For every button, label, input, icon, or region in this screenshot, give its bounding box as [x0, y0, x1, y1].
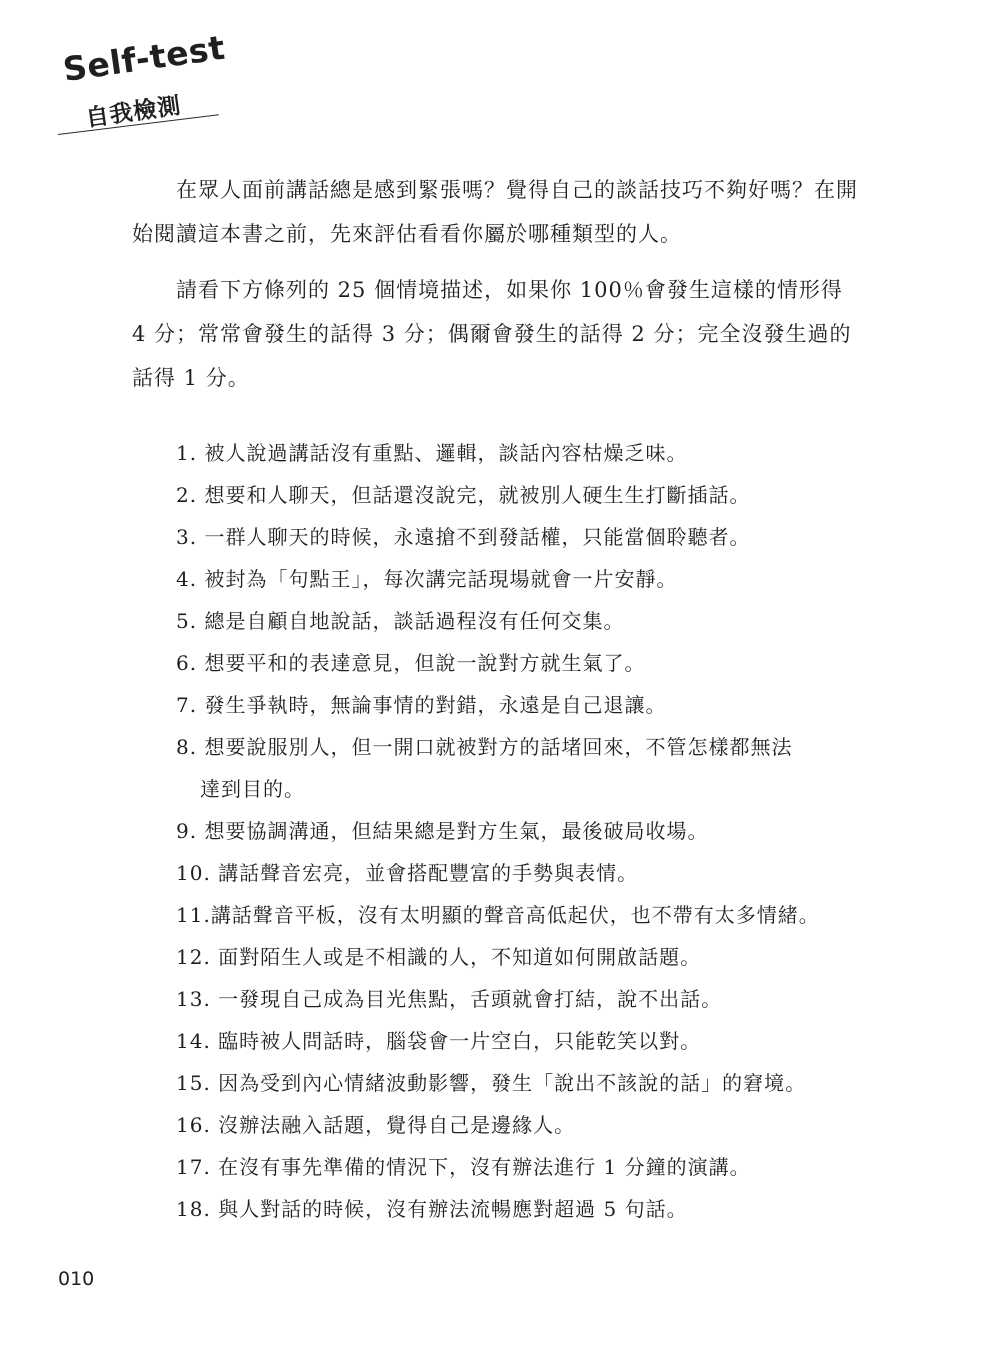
list-item	[176, 642, 866, 684]
item-text: 想要說服別人，但一開口就被對方的話堵回來，不管怎樣都無法	[204, 735, 793, 759]
list-item	[176, 600, 866, 642]
item-number: 14.	[176, 1029, 211, 1053]
header-title-en: Self-test	[60, 27, 228, 89]
intro-paragraph-1	[132, 168, 862, 256]
item-number: 8.	[176, 735, 198, 759]
page-number: 010	[58, 1268, 95, 1290]
list-item	[176, 1062, 866, 1104]
self-test-list	[176, 432, 866, 1230]
item-text: 一群人聊天的時候，永遠搶不到發話權，只能當個聆聽者。	[204, 525, 751, 549]
list-item	[176, 1188, 866, 1230]
item-text: 想要協調溝通，但結果總是對方生氣，最後破局收場。	[204, 819, 709, 843]
item-number: 3.	[176, 525, 198, 549]
item-text: 講話聲音平板，沒有太明顯的聲音高低起伏，也不帶有太多情緒。	[210, 903, 820, 927]
intro-paragraph-2-text: 請看下方條列的 25 個情境描述，如果你 100％會發生這樣的情形得 4 分；常常會發生的話得 3 分；偶爾會發生的話得 2 分；完全沒發生過的話得 1 分。	[132, 278, 852, 390]
list-item	[176, 558, 866, 600]
list-item	[176, 1020, 866, 1062]
item-number: 11.	[176, 903, 211, 927]
list-item	[176, 684, 866, 726]
item-number: 9.	[176, 819, 198, 843]
item-text: 想要平和的表達意見，但說一說對方就生氣了。	[204, 651, 646, 675]
item-text-continued: 達到目的。	[200, 777, 305, 801]
item-number: 1.	[176, 441, 198, 465]
list-item	[176, 432, 866, 474]
item-text: 與人對話的時候，沒有辦法流暢應對超過 5 句話。	[218, 1197, 688, 1221]
item-number: 13.	[176, 987, 211, 1011]
item-text: 發生爭執時，無論事情的對錯，永遠是自己退讓。	[204, 693, 667, 717]
list-item	[176, 852, 866, 894]
item-number: 5.	[176, 609, 198, 633]
intro-paragraph-1-text: 在眾人面前講話總是感到緊張嗎？覺得自己的談話技巧不夠好嗎？在開始閱讀這本書之前，先來評估看看你屬於哪種類型的人。	[132, 178, 858, 246]
item-text: 在沒有事先準備的情況下，沒有辦法進行 1 分鐘的演講。	[218, 1155, 751, 1179]
item-number: 10.	[176, 861, 211, 885]
item-text: 總是自顧自地說話，談話過程沒有任何交集。	[204, 609, 625, 633]
section-header	[58, 27, 228, 152]
list-item	[176, 1146, 866, 1188]
item-text: 因為受到內心情緒波動影響，發生「說出不該說的話」的窘境。	[218, 1071, 807, 1095]
list-item	[176, 726, 866, 810]
item-number: 17.	[176, 1155, 211, 1179]
item-text: 沒辦法融入話題，覺得自己是邊緣人。	[218, 1113, 576, 1137]
item-text: 面對陌生人或是不相識的人，不知道如何開啟話題。	[218, 945, 702, 969]
list-item	[176, 474, 866, 516]
intro-section	[132, 168, 862, 412]
list-item	[176, 516, 866, 558]
item-text: 被封為「句點王」，每次講完話現場就會一片安靜。	[204, 567, 678, 591]
item-text: 想要和人聊天，但話還沒說完，就被別人硬生生打斷插話。	[204, 483, 751, 507]
item-number: 4.	[176, 567, 198, 591]
list-item	[176, 810, 866, 852]
item-text: 被人說過講話沒有重點、邏輯，談話內容枯燥乏味。	[204, 441, 688, 465]
item-number: 15.	[176, 1071, 211, 1095]
item-text: 講話聲音宏亮，並會搭配豐富的手勢與表情。	[218, 861, 639, 885]
intro-paragraph-2	[132, 268, 862, 400]
item-number: 18.	[176, 1197, 211, 1221]
item-text: 一發現自己成為目光焦點，舌頭就會打結，說不出話。	[218, 987, 723, 1011]
item-number: 12.	[176, 945, 211, 969]
item-number: 7.	[176, 693, 198, 717]
item-number: 6.	[176, 651, 198, 675]
list-item	[176, 936, 866, 978]
item-number: 2.	[176, 483, 198, 507]
list-item	[176, 1104, 866, 1146]
item-number: 16.	[176, 1113, 211, 1137]
item-text: 臨時被人問話時，腦袋會一片空白，只能乾笑以對。	[218, 1029, 702, 1053]
header-title-zh: 自我檢測	[84, 92, 183, 133]
list-item	[176, 894, 866, 936]
list-item	[176, 978, 866, 1020]
